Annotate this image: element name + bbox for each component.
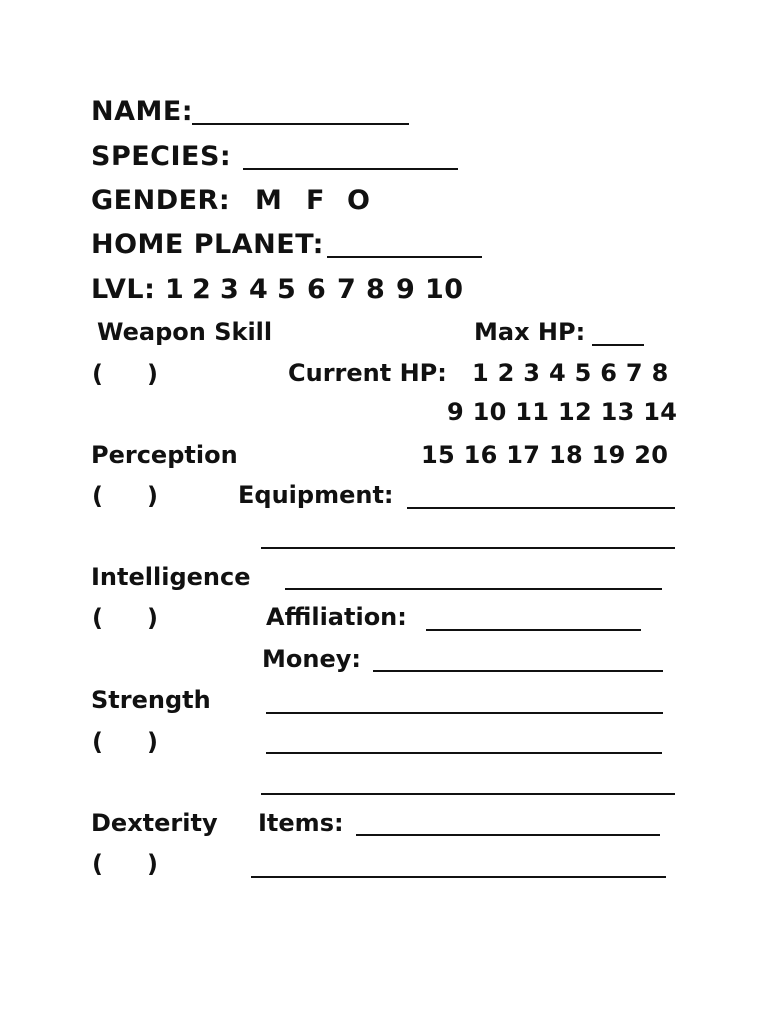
level-9[interactable]: 9 — [396, 274, 416, 305]
dexterity-paren-close: ) — [147, 850, 158, 878]
equipment-field-line-1[interactable] — [407, 507, 675, 509]
weapon-skill-paren-close: ) — [147, 360, 158, 388]
dexterity-score-slot[interactable] — [106, 852, 144, 876]
weapon-skill-paren-open: ( — [92, 360, 103, 388]
species-label: SPECIES: — [91, 141, 232, 172]
species-field-line[interactable] — [243, 168, 458, 170]
level-2[interactable]: 2 — [192, 274, 212, 305]
dexterity-paren-open: ( — [92, 850, 103, 878]
intelligence-paren-open: ( — [92, 604, 103, 632]
weapon-skill-score-slot[interactable] — [106, 362, 144, 386]
max-hp-field-line[interactable] — [592, 344, 644, 346]
current-hp-row-1[interactable]: 1 2 3 4 5 6 7 8 — [472, 359, 669, 387]
level-3[interactable]: 3 — [220, 274, 240, 305]
items-label: Items: — [258, 809, 344, 837]
items-field-line[interactable] — [356, 834, 660, 836]
blank-line-1[interactable] — [266, 712, 663, 714]
intelligence-label: Intelligence — [91, 563, 251, 591]
level-5[interactable]: 5 — [277, 274, 297, 305]
level-4[interactable]: 4 — [249, 274, 269, 305]
level-10[interactable]: 10 — [425, 274, 464, 305]
perception-paren-open: ( — [92, 482, 103, 510]
items-field-line-2[interactable] — [251, 876, 666, 878]
level-7[interactable]: 7 — [337, 274, 357, 305]
name-field-line[interactable] — [192, 123, 409, 125]
perception-paren-close: ) — [147, 482, 158, 510]
current-hp-label: Current HP: — [288, 359, 447, 387]
perception-label: Perception — [91, 441, 238, 469]
gender-option-m[interactable]: M — [255, 185, 283, 216]
blank-line-3[interactable] — [261, 793, 675, 795]
name-label: NAME: — [91, 96, 194, 127]
money-field-line[interactable] — [373, 670, 663, 672]
strength-label: Strength — [91, 686, 211, 714]
level-6[interactable]: 6 — [307, 274, 327, 305]
gender-option-f[interactable]: F — [306, 185, 325, 216]
intelligence-score-slot[interactable] — [106, 606, 144, 630]
perception-score-slot[interactable] — [106, 484, 144, 508]
dexterity-label: Dexterity — [91, 809, 218, 837]
blank-line-2[interactable] — [266, 752, 662, 754]
level-8[interactable]: 8 — [366, 274, 386, 305]
weapon-skill-label: Weapon Skill — [97, 318, 273, 346]
max-hp-label: Max HP: — [474, 318, 586, 346]
level-label: LVL: — [91, 274, 156, 305]
level-1[interactable]: 1 — [165, 274, 185, 305]
money-label: Money: — [262, 645, 361, 673]
home-planet-label: HOME PLANET: — [91, 229, 324, 260]
strength-paren-open: ( — [92, 728, 103, 756]
equipment-label: Equipment: — [238, 481, 394, 509]
affiliation-label: Affiliation: — [266, 603, 407, 631]
affiliation-field-line[interactable] — [426, 629, 641, 631]
home-planet-field-line[interactable] — [327, 256, 482, 258]
equipment-field-line-2[interactable] — [261, 547, 675, 549]
gender-label: GENDER: — [91, 185, 231, 216]
current-hp-row-2[interactable]: 9 10 11 12 13 14 — [447, 398, 678, 426]
gender-option-o[interactable]: O — [347, 185, 371, 216]
strength-score-slot[interactable] — [106, 730, 144, 754]
intelligence-paren-close: ) — [147, 604, 158, 632]
intelligence-side-line[interactable] — [285, 588, 662, 590]
strength-paren-close: ) — [147, 728, 158, 756]
current-hp-row-3[interactable]: 15 16 17 18 19 20 — [421, 441, 669, 469]
